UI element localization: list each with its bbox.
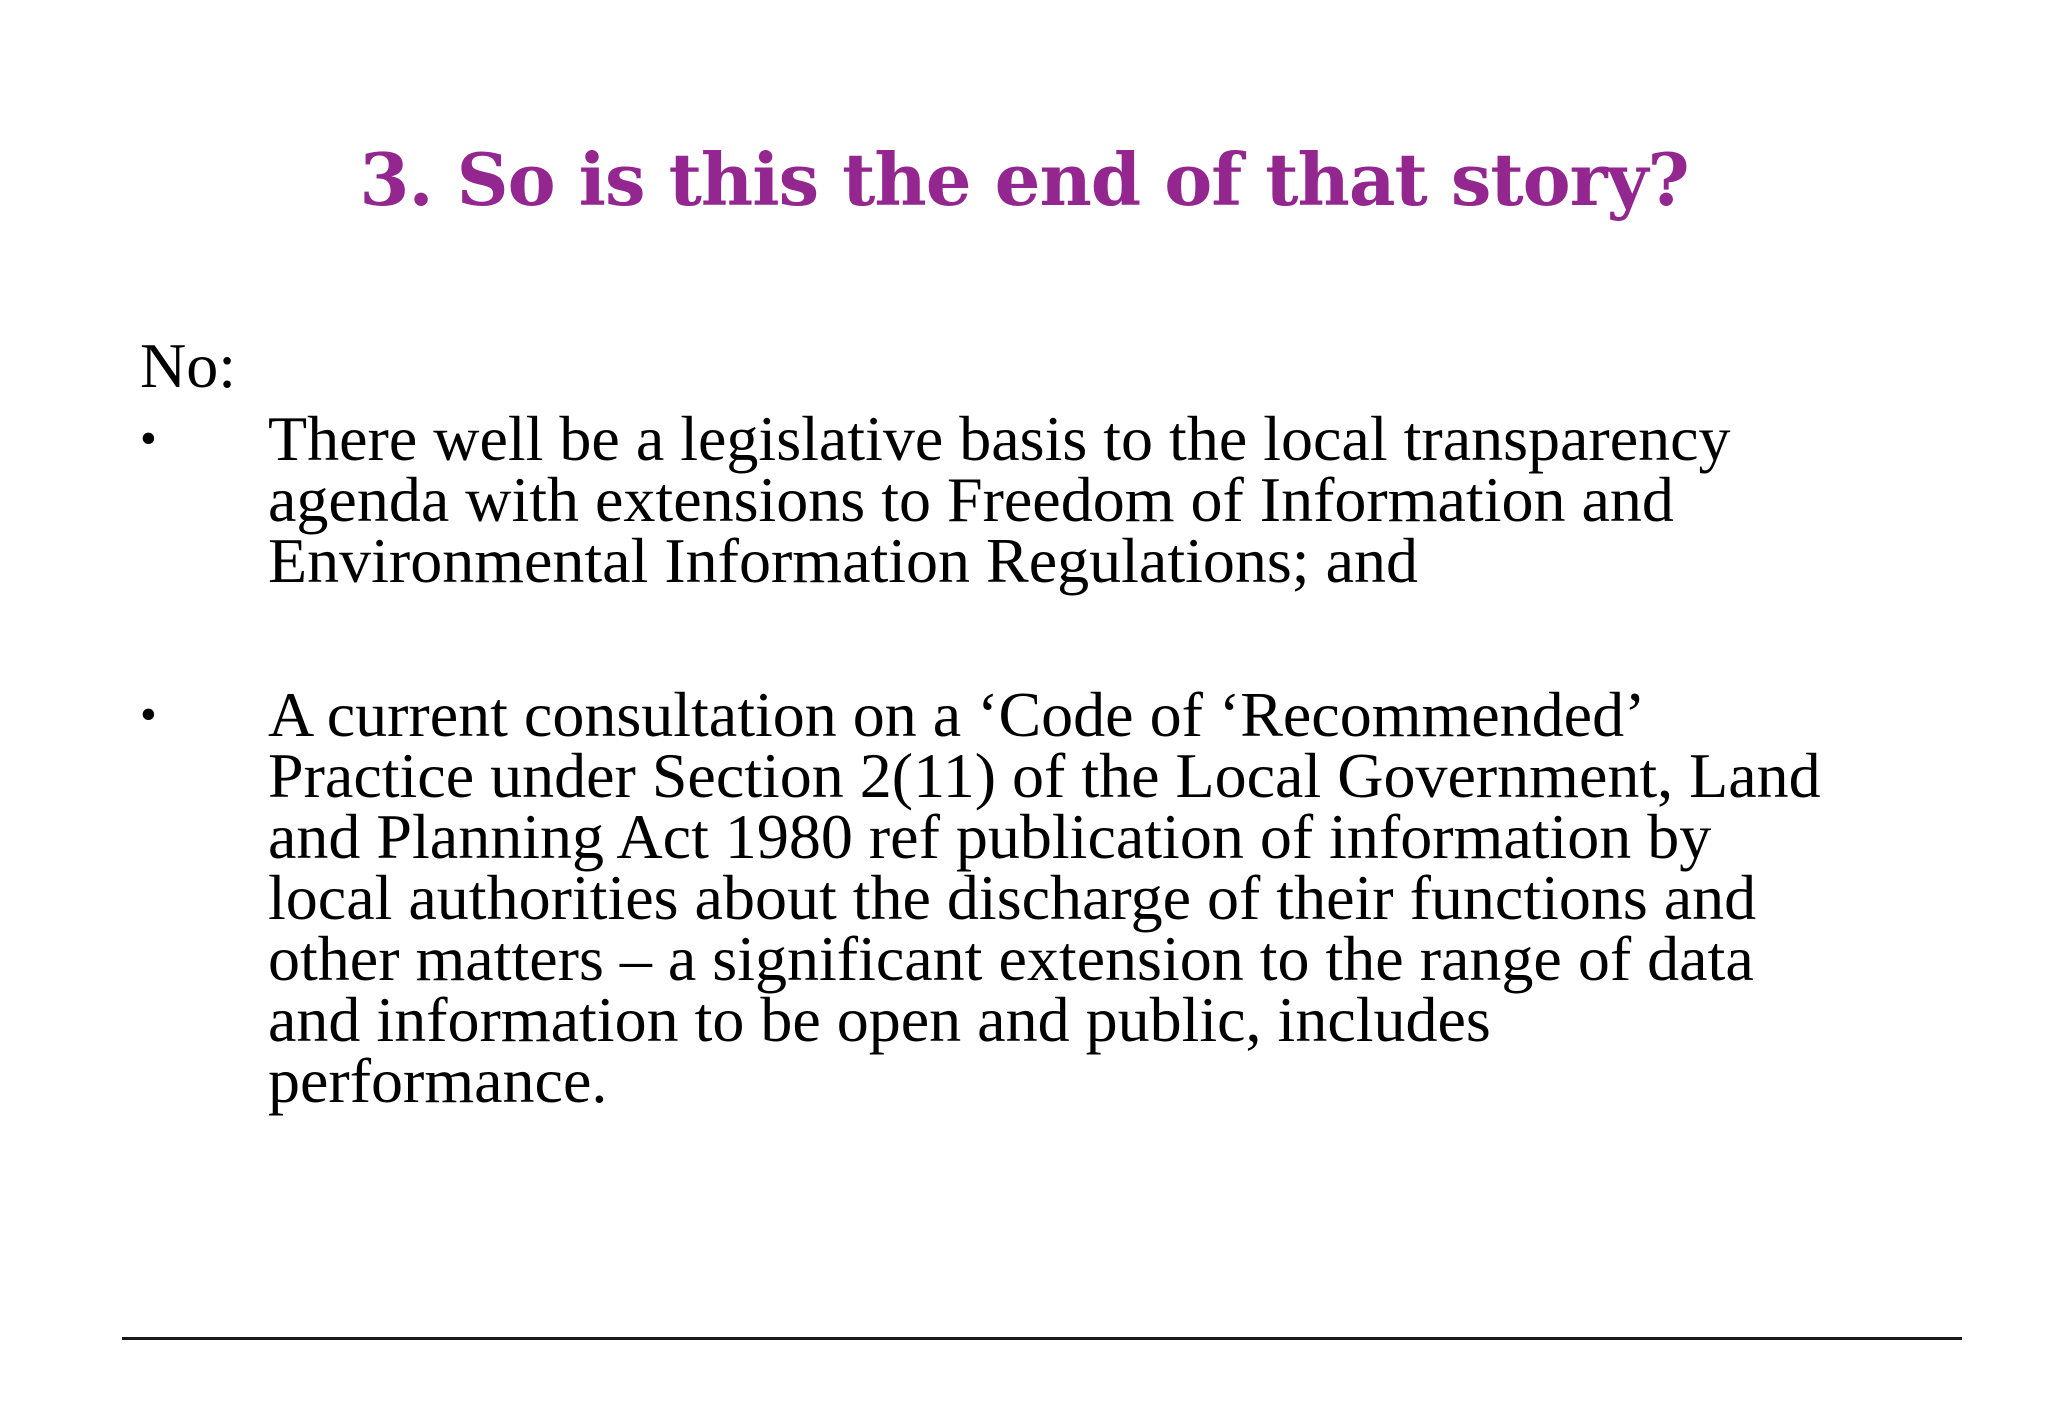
- bullet-item-consultation: [140, 679, 1980, 1116]
- footer-divider: [122, 1337, 1962, 1340]
- slide-title: 3. So is this the end of that story?: [359, 137, 1689, 222]
- bullet-list: [140, 403, 1980, 1116]
- bullet-text: There well be a legislative basis to the local transparency agenda with extensions to Freedom of Information and Environmental Information Regulations; and: [268, 403, 1731, 596]
- bullet-icon: •: [140, 412, 157, 465]
- intro-text: No:: [140, 330, 236, 401]
- bullet-icon: •: [140, 688, 157, 741]
- bullet-item-legislative-basis: [140, 403, 1980, 596]
- bullet-text: A current consultation on a ‘Code of ‘Recommended’ Practice under Section 2(11) of the Local Government, Land and Planning Act 1980 ref publication of information by local authorities about the discharge of their functions and other matters – a significant extension to the range of data and information to be open and public, includes performance.: [268, 679, 1821, 1116]
